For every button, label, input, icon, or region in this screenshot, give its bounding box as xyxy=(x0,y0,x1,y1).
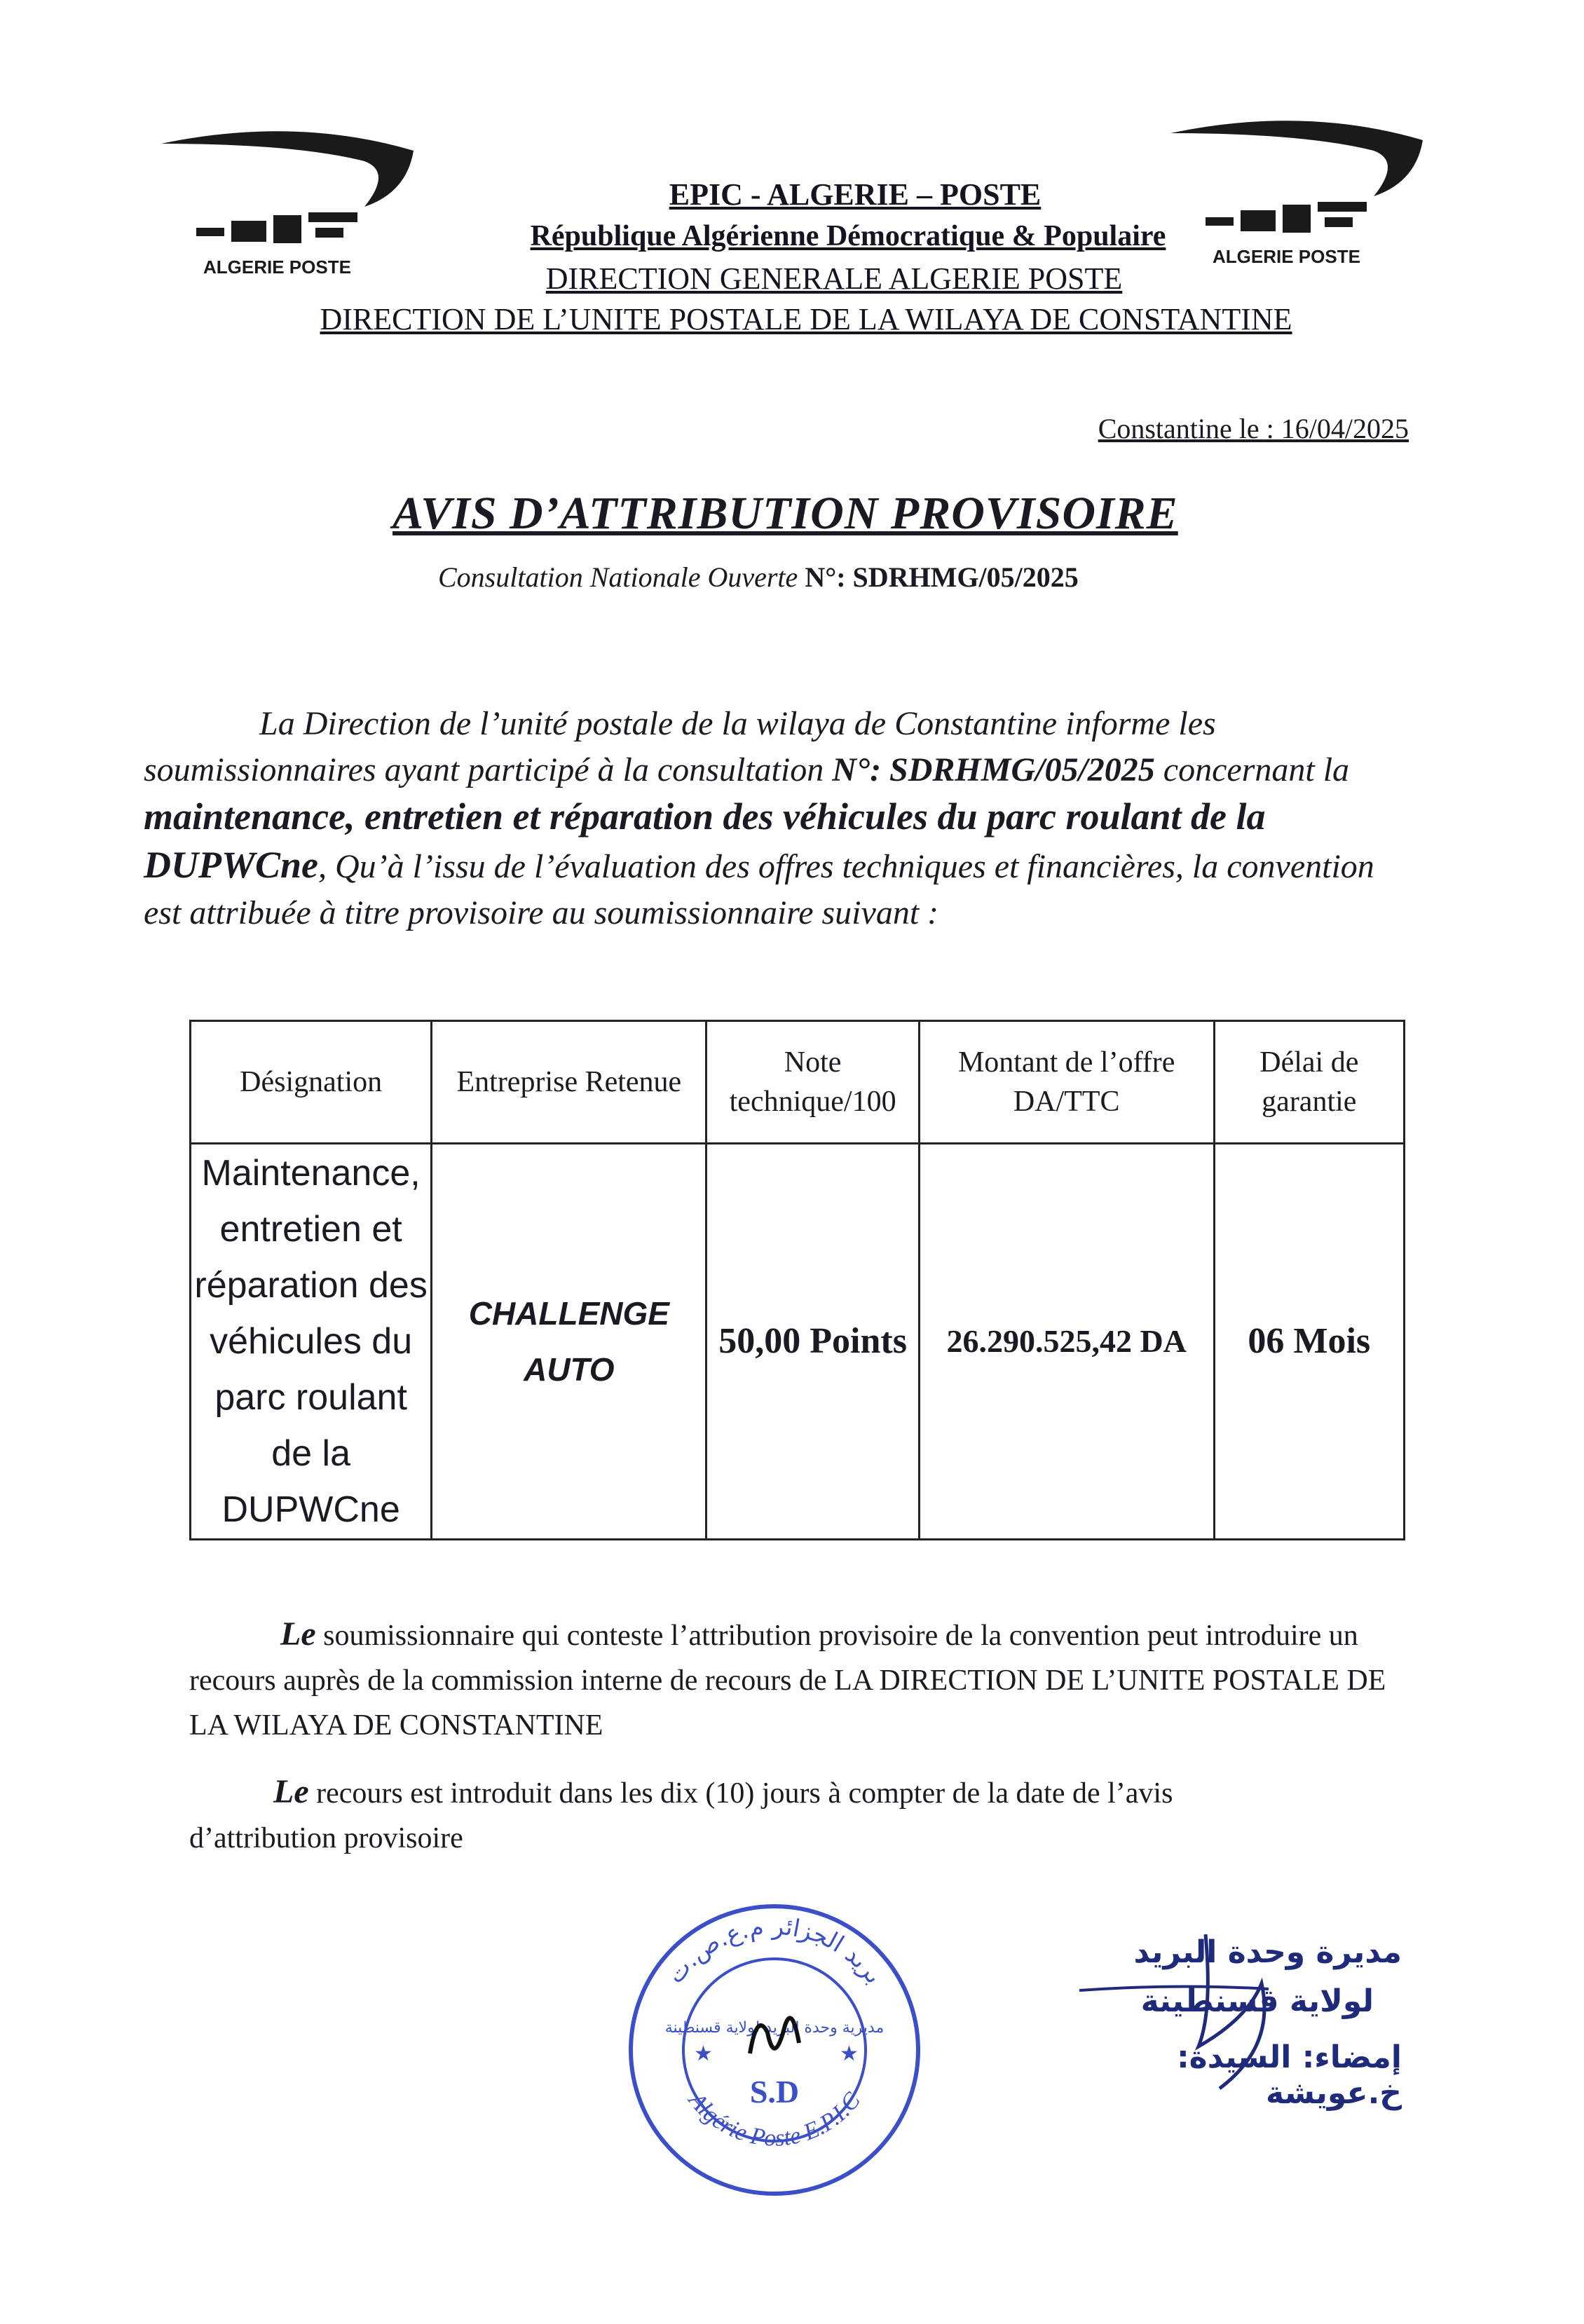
header-designation: Désignation xyxy=(191,1021,432,1144)
recours-2-text: recours est introduit dans les dix (10) jours à compter de la date de l’avis d’attribution provisoire xyxy=(189,1777,1173,1854)
logo-text: ALGERIE POSTE xyxy=(1213,246,1360,267)
header-republique: République Algérienne Démocratique & Populaire xyxy=(530,220,1166,252)
signature-line-1: مديرة وحدة البريد xyxy=(1133,1934,1402,1970)
header-direction-unite: DIRECTION DE L’UNITE POSTALE DE LA WILAYA DE CONSTANTINE xyxy=(320,302,1292,336)
consultation-reference xyxy=(438,561,1079,594)
intro-text-1: La Direction de l’unité postale de la wilaya de Constantine informe les soumissionnaires ayant participé à la consultation xyxy=(144,705,1216,788)
intro-ref: N°: SDRHMG/05/2025 xyxy=(832,751,1155,788)
svg-text:بريد الجزائر م.ع.ص.ت xyxy=(662,1913,888,1989)
intro-text-3: , Qu’à l’issu de l’évaluation des offres techniques et financières, la convention est attribuée à titre provisoire au soumissionnaire suivant : xyxy=(144,848,1374,931)
logo-text: ALGERIE POSTE xyxy=(203,257,351,278)
svg-text:★: ★ xyxy=(694,2042,713,2065)
intro-paragraph xyxy=(144,701,1377,936)
consultation-label: Consultation Nationale Ouverte xyxy=(438,561,798,593)
table-row xyxy=(191,1144,1405,1540)
stamp-bottom-text: Algérie Poste E.P.I.C xyxy=(683,2087,866,2152)
recours-2-lead: Le xyxy=(273,1773,309,1810)
attribution-table xyxy=(189,1020,1405,1540)
stamp-initials: S.D xyxy=(749,2074,800,2110)
document-title: AVIS D’ATTRIBUTION PROVISOIRE xyxy=(392,488,1178,539)
recours-1-lead: Le xyxy=(280,1615,316,1653)
stamp-outer-text: بريد الجزائر م.ع.ص.ت xyxy=(661,1912,889,1990)
signature-block xyxy=(1037,1906,1402,2131)
recours-1-text: soumissionnaire qui conteste l’attribution provisoire de la convention peut introduire un recours auprès de la commission interne de recours de LA DIRECTION DE L’UNITE POSTALE DE LA WILAYA DE CONSTANTINE xyxy=(189,1620,1386,1742)
recours-paragraph-2 xyxy=(189,1770,1283,1861)
header-note: Note technique/100 xyxy=(706,1021,919,1144)
cell-montant: 26.290.525,42 DA xyxy=(919,1144,1214,1540)
cell-designation: Maintenance, entretien et réparation des véhicules du parc roulant de la DUPWCne xyxy=(191,1144,432,1540)
document-date: Constantine le : 16/04/2025 xyxy=(1098,413,1409,444)
intro-object: maintenance, entretien et réparation des véhicules du parc roulant de la DUPWCne xyxy=(144,795,1266,886)
cell-entreprise: CHALLENGE AUTO xyxy=(432,1144,706,1540)
stamp-inner-text: مديرية وحدة البريد لولاية قسنطينة xyxy=(664,2019,885,2037)
svg-text:★: ★ xyxy=(840,2042,859,2065)
intro-text-2: concernant la xyxy=(1163,751,1350,788)
header-entreprise: Entreprise Retenue xyxy=(432,1021,706,1144)
signature-line-3: إمضاء: السيدة: خ.عويشة xyxy=(1177,2039,1402,2111)
header-montant: Montant de l’offre DA/TTC xyxy=(919,1021,1214,1144)
cell-note: 50,00 Points xyxy=(706,1144,919,1540)
header-delai: Délai de garantie xyxy=(1214,1021,1404,1144)
header-direction-generale: DIRECTION GENERALE ALGERIE POSTE xyxy=(545,261,1123,296)
consultation-number: N°: SDRHMG/05/2025 xyxy=(805,561,1079,593)
header-epic: EPIC - ALGERIE – POSTE xyxy=(669,177,1042,212)
recours-paragraph-1 xyxy=(189,1612,1430,1748)
table-header-row xyxy=(191,1021,1405,1144)
cell-delai: 06 Mois xyxy=(1214,1144,1404,1540)
signature-line-2: لولاية قسنطينة xyxy=(1140,1983,1374,2019)
official-stamp xyxy=(617,1892,932,2208)
